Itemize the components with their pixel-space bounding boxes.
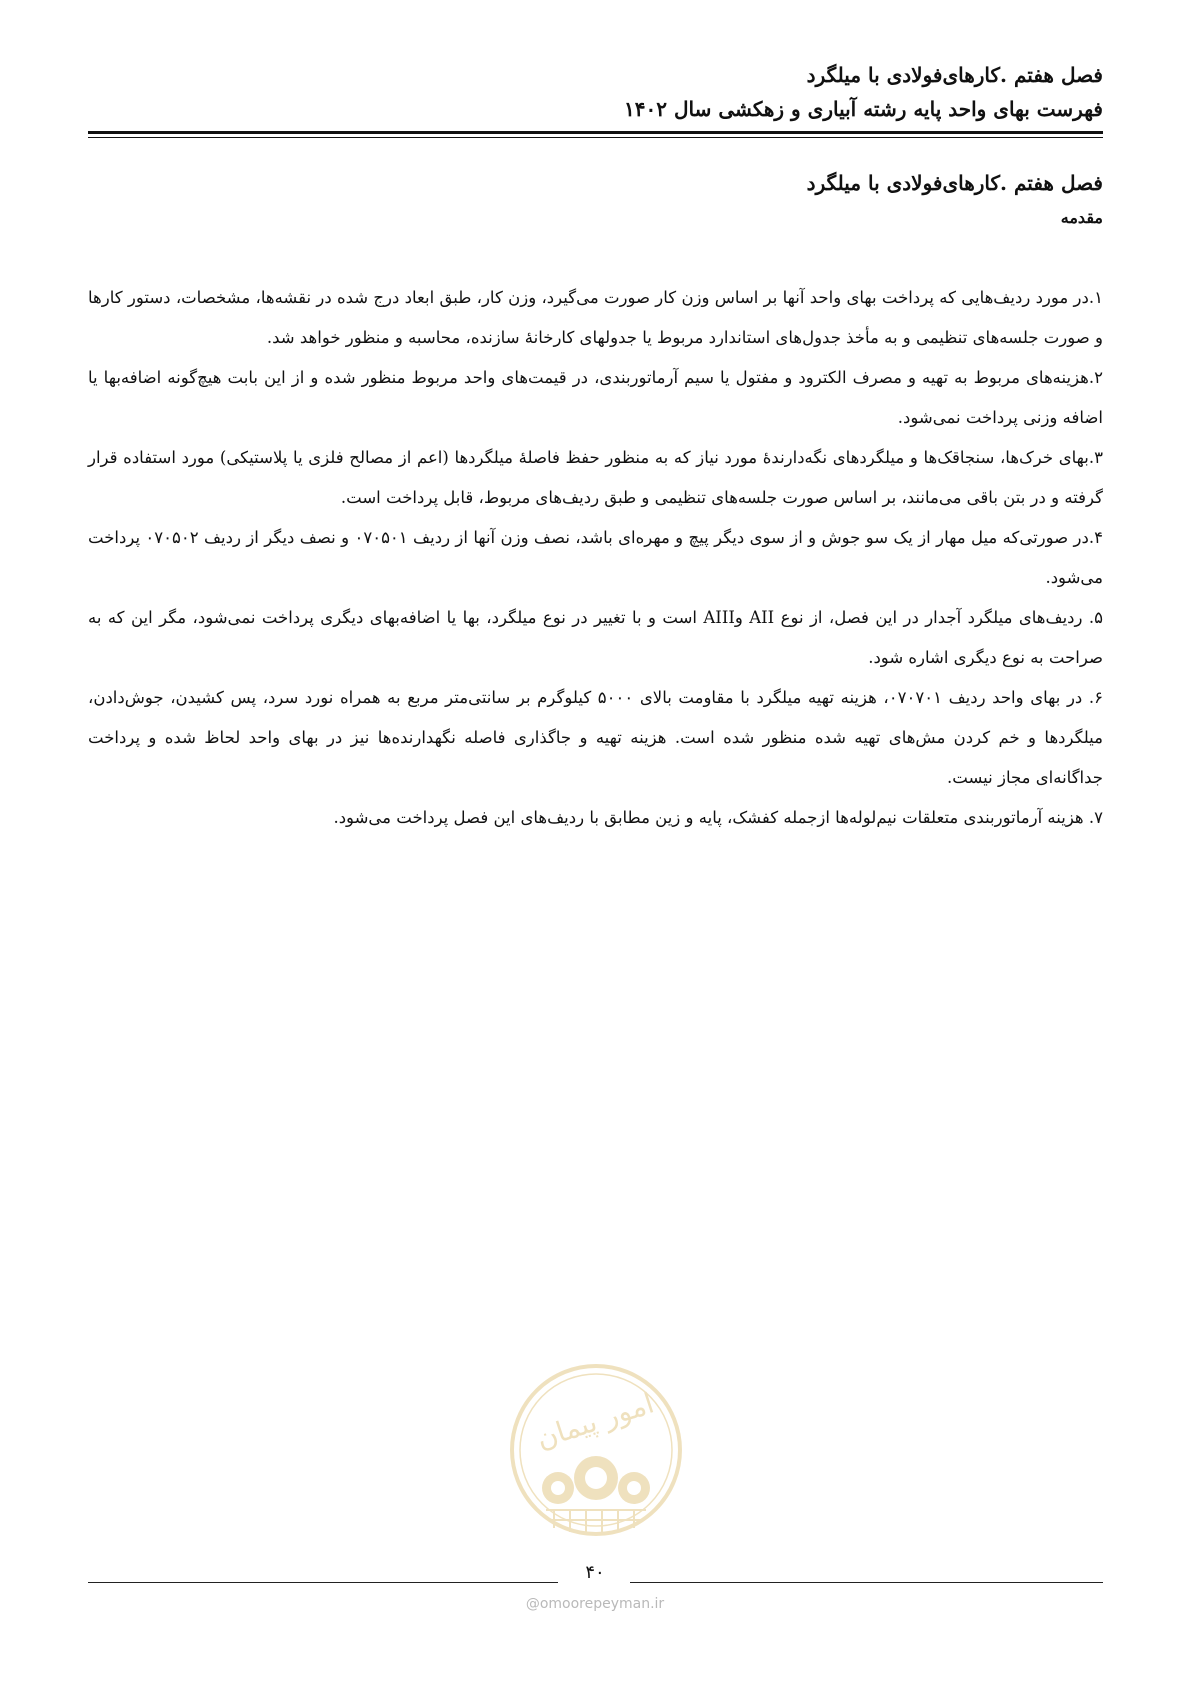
paragraph-3: ۳.بهای خرک‌ها، سنجاقک‌ها و میلگردهای نگه‌دارندهٔ مورد نیاز که به منظور حفظ فاصلهٔ میلگردها (اعم از مصالح فلزی یا پلاستیکی) مورد استفاده قرار گرفته و در بتن باقی می‌مانند، بر اساس صورت جلسه‌های تنظیمی و طبق ردیف‌های مربوط، قابل پرداخت است. xyxy=(88,448,1103,507)
header-rule-thin xyxy=(88,137,1103,138)
paragraph-1: ۱.در مورد ردیف‌هایی که پرداخت بهای واحد آنها بر اساس وزن کار صورت می‌گیرد، وزن کار، طبق ابعاد درج شده در نقشه‌ها، مشخصات، دستور کارها و صورت جلسه‌های تنظیمی و به مأخذ جدول‌های استاندارد مربوط یا جدولهای کارخانهٔ سازنده، محاسبه و منظور خواهد شد. xyxy=(88,288,1103,347)
paragraph-2: ۲.هزینه‌های مربوط به تهیه و مصرف الکترود و مفتول یا سیم آرماتوربندی، در قیمت‌های واحد مربوط منظور شده و از این بابت هیچ‌گونه اضافه‌بها یا اضافه وزنی پرداخت نمی‌شود. xyxy=(88,368,1103,427)
header-rule-thick xyxy=(88,131,1103,134)
watermark-logo-text: امور پیمان xyxy=(532,1386,658,1456)
paragraph-4: ۴.در صورتی‌که میل مهار از یک سو جوش و از سوی دیگر پیچ و مهره‌ای باشد، نصف وزن آنها از ردیف ۰۷۰۵۰۱ و نصف دیگر از ردیف ۰۷۰۵۰۲ پرداخت می‌شود. xyxy=(88,528,1103,587)
section-subtitle: مقدمه xyxy=(1060,208,1103,227)
header-book-title: فهرست بهای واحد پایه رشته آبیاری و زهکشی سال ۱۴۰۲ xyxy=(624,97,1103,121)
page-header xyxy=(88,58,1103,126)
section-title: فصل هفتم .کارهای‌فولادی با میلگرد xyxy=(806,171,1103,195)
paragraph-7: ۷. هزینه آرماتوربندی متعلقات نیم‌لوله‌ها ازجمله کفشک، پایه و زین مطابق با ردیف‌های این فصل پرداخت می‌شود. xyxy=(333,808,1103,827)
footer-rule-left xyxy=(88,1582,558,1583)
paragraph-6: ۶. در بهای واحد ردیف ۰۷۰۷۰۱، هزینه تهیه میلگرد با مقاومت بالای ۵۰۰۰ کیلوگرم بر سانتی‌متر مربع به همراه نورد سرد، پس کشیدن، جوش‌دادن، میلگردها و خم کردن مش‌های تهیه شده منظور شده است. هزینه تهیه و جاگذاری فاصله نگهدارنده‌ها نیز در بهای واحد لحاظ شده و پرداخت جداگانه‌ای مجاز نیست. xyxy=(88,688,1104,787)
page-number: ۴۰ xyxy=(585,1562,605,1583)
watermark-url: @omoorepeyman.ir xyxy=(525,1596,665,1612)
footer-rule-right xyxy=(630,1582,1103,1583)
body-content xyxy=(88,278,1103,838)
watermark-logo-icon xyxy=(506,1360,686,1540)
header-chapter-title: فصل هفتم .کارهای‌فولادی با میلگرد xyxy=(806,63,1103,87)
paragraph-5: ۵. ردیف‌های میلگرد آجدار در این فصل، از نوع AII وAIII است و با تغییر در نوع میلگرد، بها یا اضافه‌بهای دیگری پرداخت نمی‌شود، مگر این که به صراحت به نوع دیگری اشاره شود. xyxy=(88,608,1103,667)
